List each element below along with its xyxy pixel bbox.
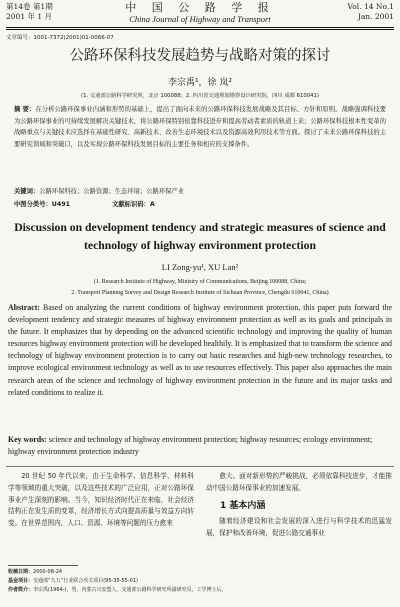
body-column-left xyxy=(8,471,194,530)
journal-name-cn: 中 国 公 路 学 报 xyxy=(125,1,275,14)
abstract-cn xyxy=(14,104,386,150)
abstract-cn-text: 在分析公路环保事业内涵和形势的基础上，提出了面向未来的公路环保科技发展战略及其目标、方针和原则。战略强调科技要为公路环保事业的可持续发展解决关键技术，将公路环保特别依靠科技进步和提高劳动者素质的轨道上来；公路环保科技根本性变革的战略重点与关键技术应选择在基础性研究、高新技术、改善生态环境技术以及资源高效利用技术等方面。探讨了未来公路环保科技的主要研究领域和突破口，以及实现公路环保科技发展目标的主要任务和相应的支撑条件。 xyxy=(14,106,386,148)
footnote-rule xyxy=(8,565,78,566)
clc-number: 中图分类号：U491 xyxy=(14,201,71,208)
paper-title-en: Discussion on development tendency and strategic measures of science and technology of highway environment protection xyxy=(14,221,386,252)
issue-info-en xyxy=(348,2,394,22)
body-divider xyxy=(6,466,394,467)
document-code: 文献标识码：A xyxy=(112,201,155,208)
keywords-en xyxy=(8,434,392,458)
keywords-cn xyxy=(14,186,386,195)
keywords-en-text: science and technology of highway environment protection; highway resources; ecology environment; highway environment protection industry xyxy=(8,435,373,457)
keywords-cn-text: 公路环保科技；公路资源；生态环境；公路环保产业 xyxy=(39,188,185,195)
journal-header xyxy=(6,2,394,26)
authors-en: LI Zong-yu¹, XU Lan² xyxy=(161,262,239,272)
section-heading: 1 基本内涵 xyxy=(220,500,266,511)
footnote-received: 收稿日期：2000-08-24 xyxy=(8,569,63,575)
affiliation-en-line: (1. Research Institute of Highway, Ministry of Communications, Beijing 100088, China; xyxy=(93,279,307,285)
affiliation-en-line: 2. Transport Planning Survey and Design Research Institute of Sichuan Province, Chengdu 610041, China) xyxy=(71,290,329,296)
abstract-en-text: Based on analyzing the current conditions of highway environment protection, this paper puts forward the development tendency and strategic measures of highway environment protection as well as its goals and principals in the future. It emphasizes that by depending on the advanced scientific technology and improving the quality of human resources highway environment protection will be developed healthily. It is emphasized that to transform the science and technology of highway environment protection is to carry out basic researches and high-new technology researches, to improve ecological environment technology as well as to use resources effectively. This paper also approaches the main research areas of the science and technology of highway environment protection in the future and its major tasks and related conditions to realize it. xyxy=(8,303,392,397)
keywords-cn-label: 关键词： xyxy=(14,188,40,195)
affiliation-en xyxy=(14,277,386,299)
article-number: 文章编号：1001-7372(2001)01-0066-07 xyxy=(6,35,114,41)
classification-cn xyxy=(14,199,195,208)
authors-cn: 李宗禹¹，徐 岚² xyxy=(167,78,233,88)
header-rule-bottom xyxy=(6,29,394,30)
abstract-en-label: Abstract: xyxy=(8,303,40,312)
journal-name xyxy=(6,2,394,24)
body-paragraph: 20 世纪 50 年代以来，由于生命科学、信息科学、材料科学等领域的重大突破，以及这些技术的广泛应用，正对公路环保事业产生深刻的影响。当今，知识经济时代正在来临，社会经济结构正在发生质的变革，经济增长方式向提高质量与效益方向转变。在世界范围内，人口、资源、环境等问题的压力愈来 xyxy=(8,472,194,528)
footnote-funding: 基金项目：交通部“九五”行业联合攻关项目(95-35-55-01) xyxy=(8,578,138,584)
body-column-right xyxy=(206,471,392,540)
abstract-cn-label: 摘 要： xyxy=(14,106,36,113)
journal-name-en: China Journal of Highway and Transport xyxy=(129,14,271,24)
body-paragraph: 随着经济建设和社会发展的深入进行与科学技术的迅猛发展，保护和改善环境，促进公路交通事业 xyxy=(206,517,392,538)
date-en: Jan. 2001 xyxy=(357,12,394,21)
date-cn: 2001 年 1 月 xyxy=(6,12,53,21)
abstract-en xyxy=(8,302,392,399)
footnotes xyxy=(8,568,392,595)
header-rule-top xyxy=(6,27,394,28)
volume-issue-en: Vol. 14 No.1 xyxy=(347,2,394,11)
footnote-author-bio: 作者简介：李宗禹(1964-)，男，内蒙古兴安盟人，交通部公路科学研究所副研究员，工学博士后。 xyxy=(8,587,227,593)
affiliation-cn: (1. 交通部公路科学研究所，北京 100088；2. 四川省交通规划勘察设计研究院，四川 成都 610041) xyxy=(81,93,319,99)
volume-issue-cn: 第14卷 第1期 xyxy=(6,2,53,11)
paper-title-cn: 公路环保科技发展趋势与战略对策的探讨 xyxy=(69,48,331,64)
body-paragraph: 愈大。面对新形势的严峻挑战，必须依靠科技进步，才能推动中国公路环保事业的加速发展。 xyxy=(206,472,392,492)
keywords-en-label: Key words: xyxy=(8,435,47,444)
